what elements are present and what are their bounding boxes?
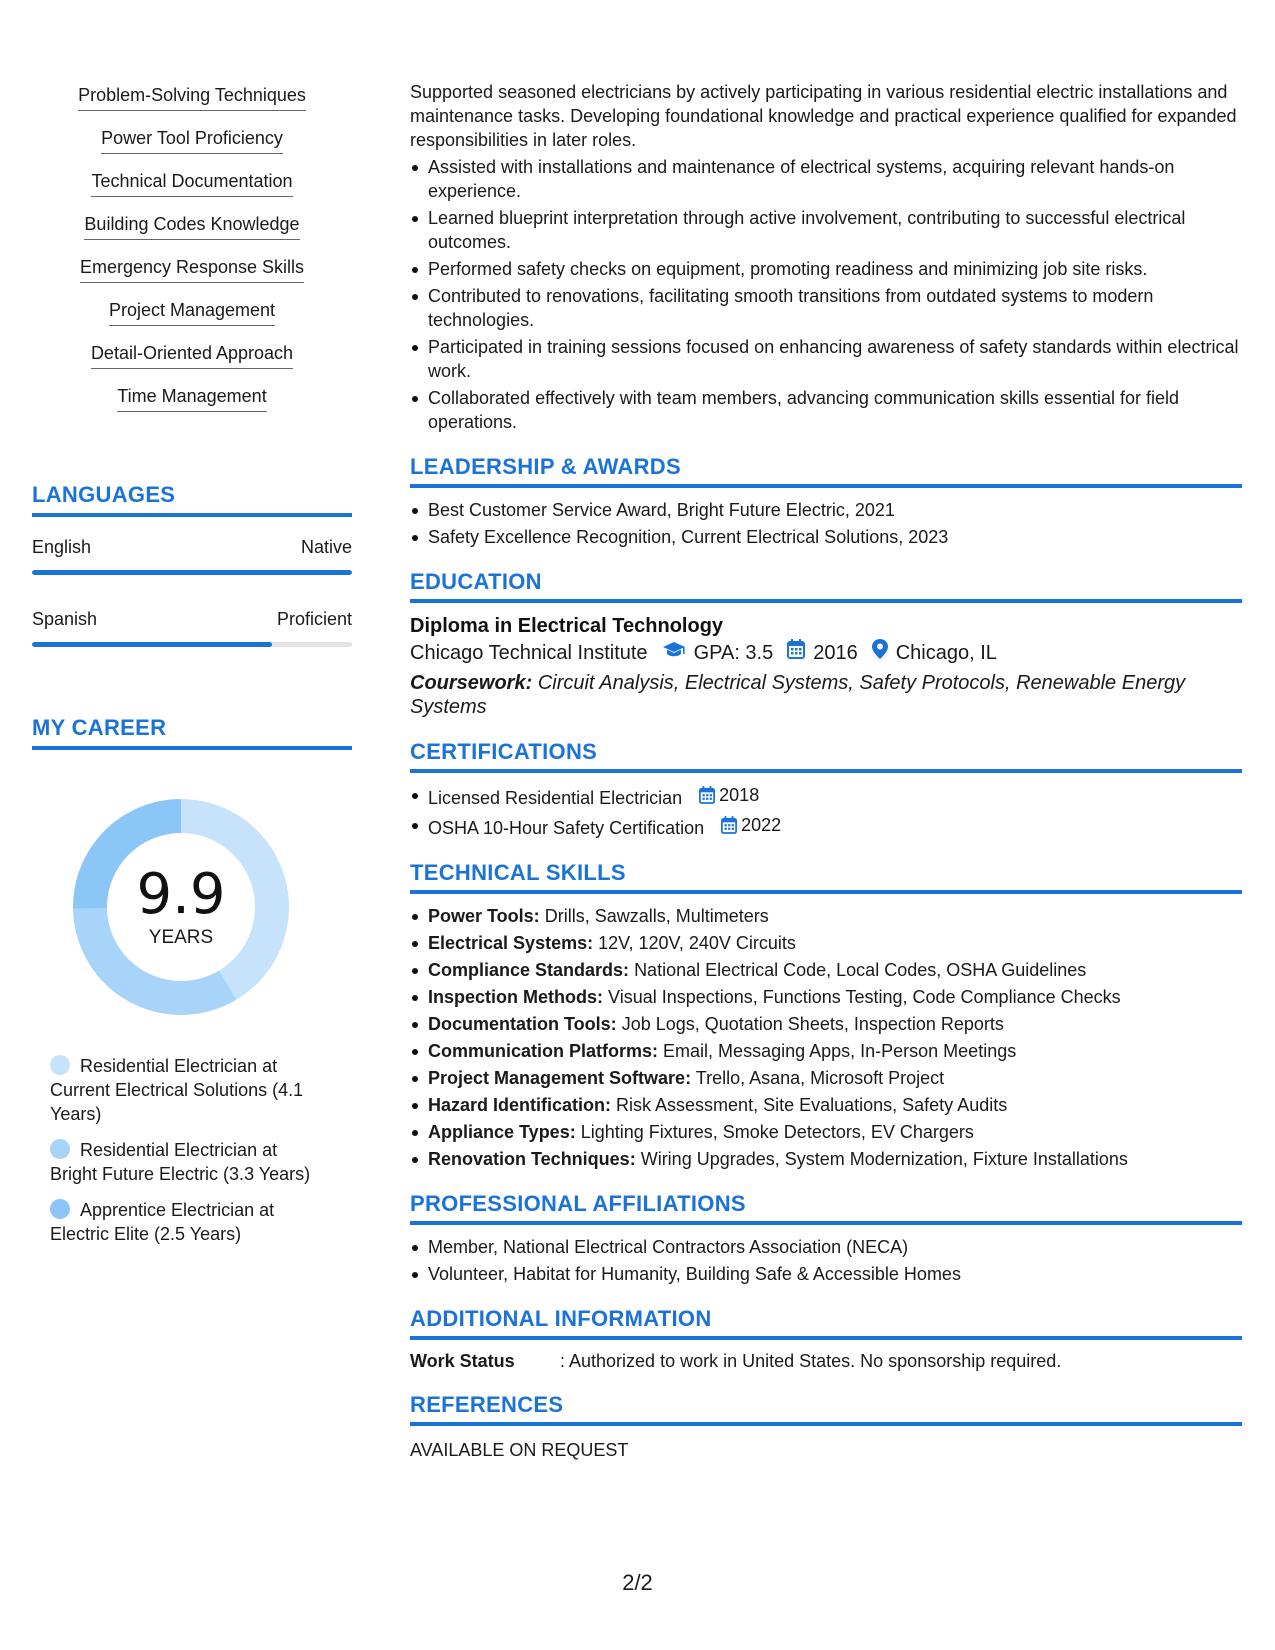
experience-bullet: Performed safety checks on equipment, promoting readiness and minimizing job site risks. <box>410 257 1242 281</box>
technical-skill-item <box>410 1039 1242 1063</box>
certification-item <box>410 813 1242 840</box>
school-name: Chicago Technical Institute <box>410 642 648 664</box>
technical-skill-value: Email, Messaging Apps, In-Person Meetings <box>663 1041 1017 1061</box>
career-legend-item <box>50 1054 320 1126</box>
language-level: Proficient <box>276 609 352 629</box>
school-location: Chicago, IL <box>895 642 997 664</box>
experience-bullet: Learned blueprint interpretation through active involvement, contributing to successful electrical outcomes. <box>410 206 1242 254</box>
affiliations-section <box>410 1191 1242 1286</box>
skill-item: Building Codes Knowledge <box>84 213 299 240</box>
page-number: 2/2 <box>622 1570 653 1595</box>
certification-name: Licensed Residential Electrician <box>428 788 683 808</box>
technical-skill-item <box>410 1147 1242 1171</box>
skill-item: Detail-Oriented Approach <box>91 342 293 369</box>
technical-skill-value: National Electrical Code, Local Codes, OSHA Guidelines <box>634 960 1087 980</box>
experience-bullets <box>410 155 1242 434</box>
skill-item: Emergency Response Skills <box>80 256 304 283</box>
technical-skill-value: Visual Inspections, Functions Testing, Code Compliance Checks <box>608 987 1121 1007</box>
legend-dot-icon <box>50 1055 70 1075</box>
skill-item: Time Management <box>117 385 266 412</box>
coursework <box>410 671 1242 719</box>
language-bar <box>32 570 352 575</box>
degree-title: Diploma in Electrical Technology <box>410 615 724 637</box>
experience-bullet: Participated in training sessions focused on enhancing awareness of safety standards within electrical work. <box>410 335 1242 383</box>
languages-section <box>32 482 352 647</box>
affiliation-item: Volunteer, Habitat for Humanity, Building Safe & Accessible Homes <box>410 1262 1242 1286</box>
career-legend-label: Apprentice Electrician at Electric Elite (2.5 Years) <box>50 1200 275 1244</box>
leadership-heading: LEADERSHIP & AWARDS <box>410 454 1242 488</box>
technical-skill-item <box>410 958 1242 982</box>
certification-item <box>410 783 1242 810</box>
technical-skill-item <box>410 1066 1242 1090</box>
career-total-unit: YEARS <box>148 927 214 948</box>
award-item: Best Customer Service Award, Bright Future Electric, 2021 <box>410 498 1242 522</box>
technical-skill-label: Compliance Standards: <box>428 960 630 980</box>
technical-skill-label: Power Tools: <box>428 906 540 926</box>
affiliation-item: Member, National Electrical Contractors Association (NECA) <box>410 1235 1242 1259</box>
coursework-label: Coursework: <box>410 672 533 694</box>
calendar-icon <box>787 639 805 667</box>
technical-skill-label: Inspection Methods: <box>428 987 603 1007</box>
leadership-section <box>410 454 1242 549</box>
calendar-icon <box>699 786 715 804</box>
sidebar <box>32 84 352 1258</box>
technical-skill-value: 12V, 120V, 240V Circuits <box>598 933 796 953</box>
career-heading: MY CAREER <box>32 715 352 750</box>
career-total-years: 9.9 <box>136 862 226 927</box>
technical-skill-value: Drills, Sawzalls, Multimeters <box>544 906 769 926</box>
work-status-label: Work Status <box>410 1351 515 1371</box>
career-legend-item <box>50 1138 320 1186</box>
career-donut-chart <box>66 792 296 1022</box>
career-legend-label: Residential Electrician at Bright Future Electric (3.3 Years) <box>50 1140 311 1184</box>
work-status-value: : Authorized to work in United States. No sponsorship required. <box>560 1351 1062 1371</box>
technical-skill-item <box>410 931 1242 955</box>
technical-skill-label: Documentation Tools: <box>428 1014 617 1034</box>
certification-year: 2018 <box>719 785 760 805</box>
technical-skill-label: Hazard Identification: <box>428 1095 612 1115</box>
skill-item: Technical Documentation <box>91 170 292 197</box>
skill-item: Project Management <box>109 299 275 326</box>
technical-skill-label: Renovation Techniques: <box>428 1149 636 1169</box>
skills-list <box>32 84 352 428</box>
main-content <box>410 80 1242 1462</box>
calendar-icon <box>721 816 737 834</box>
technical-skill-label: Project Management Software: <box>428 1068 692 1088</box>
references-section <box>410 1392 1242 1462</box>
technical-skill-value: Job Logs, Quotation Sheets, Inspection Reports <box>621 1014 1004 1034</box>
references-text: AVAILABLE ON REQUEST <box>410 1440 629 1460</box>
gpa: GPA: 3.5 <box>693 642 774 664</box>
technical-skills-heading: TECHNICAL SKILLS <box>410 860 1242 894</box>
technical-skill-label: Electrical Systems: <box>428 933 594 953</box>
references-heading: REFERENCES <box>410 1392 1242 1426</box>
technical-skill-item <box>410 985 1242 1009</box>
technical-skill-label: Appliance Types: <box>428 1122 576 1142</box>
language-bar-fill <box>32 570 352 575</box>
experience-intro: Supported seasoned electricians by actively participating in various residential electric installations and maintenance tasks. Developing foundational knowledge and practical experience qualified for expanded responsibilities in later roles. <box>410 82 1237 150</box>
career-legend-label: Residential Electrician at Current Electrical Solutions (4.1 Years) <box>50 1056 304 1124</box>
experience-bullet: Assisted with installations and maintenance of electrical systems, acquiring relevant hands-on experience. <box>410 155 1242 203</box>
language-level: Native <box>300 537 352 557</box>
career-legend-item <box>50 1198 320 1246</box>
legend-dot-icon <box>50 1199 70 1219</box>
technical-skill-value: Trello, Asana, Microsoft Project <box>695 1068 945 1088</box>
skill-item: Power Tool Proficiency <box>101 127 283 154</box>
career-legend <box>50 1054 320 1246</box>
work-status-row <box>410 1350 1242 1372</box>
language-bar <box>32 642 352 647</box>
language-bar-fill <box>32 642 272 647</box>
technical-skill-item <box>410 1012 1242 1036</box>
technical-skill-item <box>410 904 1242 928</box>
additional-info-heading: ADDITIONAL INFORMATION <box>410 1306 1242 1340</box>
award-item: Safety Excellence Recognition, Current Electrical Solutions, 2023 <box>410 525 1242 549</box>
technical-skill-item <box>410 1120 1242 1144</box>
affiliations-heading: PROFESSIONAL AFFILIATIONS <box>410 1191 1242 1225</box>
certifications-section <box>410 739 1242 840</box>
graduation-year: 2016 <box>813 642 858 664</box>
certifications-heading: CERTIFICATIONS <box>410 739 1242 773</box>
language-row <box>32 609 352 647</box>
languages-heading: LANGUAGES <box>32 482 352 517</box>
experience-bullet: Contributed to renovations, facilitating smooth transitions from outdated systems to modern technologies. <box>410 284 1242 332</box>
technical-skill-label: Communication Platforms: <box>428 1041 659 1061</box>
skill-item: Problem-Solving Techniques <box>78 84 306 111</box>
language-name: Spanish <box>32 609 98 629</box>
graduation-cap-icon <box>662 639 686 667</box>
certification-year: 2022 <box>741 815 782 835</box>
language-row <box>32 537 352 575</box>
technical-skill-value: Wiring Upgrades, System Modernization, Fixture Installations <box>640 1149 1128 1169</box>
technical-skills-section <box>410 860 1242 1171</box>
additional-info-section <box>410 1306 1242 1372</box>
language-name: English <box>32 537 92 557</box>
experience-bullet: Collaborated effectively with team members, advancing communication skills essential for field operations. <box>410 386 1242 434</box>
coursework-list: Circuit Analysis, Electrical Systems, Safety Protocols, Renewable Energy Systems <box>410 672 1186 718</box>
legend-dot-icon <box>50 1139 70 1159</box>
education-section <box>410 569 1242 719</box>
technical-skill-value: Risk Assessment, Site Evaluations, Safety Audits <box>616 1095 1008 1115</box>
location-pin-icon <box>872 639 888 667</box>
career-section <box>32 715 352 1246</box>
certification-name: OSHA 10-Hour Safety Certification <box>428 818 705 838</box>
education-heading: EDUCATION <box>410 569 1242 603</box>
education-meta <box>410 639 1242 667</box>
technical-skill-value: Lighting Fixtures, Smoke Detectors, EV Chargers <box>580 1122 974 1142</box>
technical-skill-item <box>410 1093 1242 1117</box>
